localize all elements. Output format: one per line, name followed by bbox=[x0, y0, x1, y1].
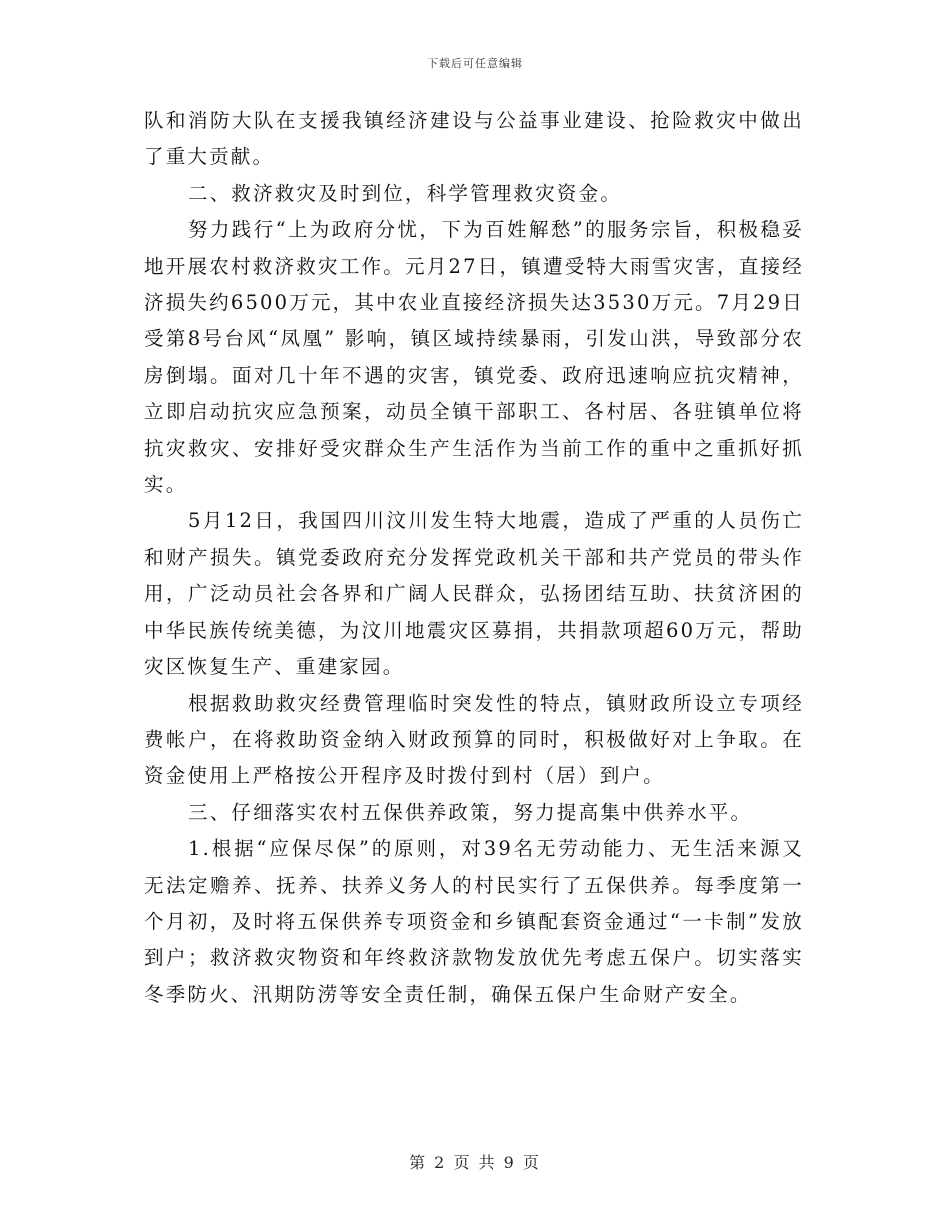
document-body bbox=[144, 103, 804, 1013]
section-heading-3: 三、仔细落实农村五保供养政策，努力提高集中供养水平。 bbox=[188, 800, 753, 824]
paragraph-continuation: 队和消防大队在支援我镇经济建设与公益事业建设、抢险救灾中做出了重大贡献。 bbox=[144, 109, 804, 169]
paragraph-relief-funds: 根据救助救灾经费管理临时突发性的特点，镇财政所设立专项经费帐户，在将救助资金纳入财政预算的同时，积极做好对上争取。在资金使用上严格按公开程序及时拨付到村（居）到户。 bbox=[144, 691, 804, 788]
paragraph-five-guarantees: 1.根据“应保尽保”的原则，对39名无劳动能力、无生活来源又无法定赡养、抚养、扶养义务人的村民实行了五保供养。每季度第一个月初，及时将五保供养专项资金和乡镇配套资金通过“一卡制”发放到户；救济救灾物资和年终救济款物发放优先考虑五保户。切实落实冬季防火、汛期防涝等安全责任制，确保五保户生命财产安全。 bbox=[144, 837, 804, 1006]
page-header: 下载后可任意编辑 bbox=[427, 57, 523, 70]
page-number: 第 2 页 共 9 页 bbox=[409, 1153, 541, 1172]
paragraph-earthquake-donation: 5月12日，我国四川汶川发生特大地震，造成了严重的人员伤亡和财产损失。镇党委政府充分发挥党政机关干部和共产党员的带头作用，广泛动员社会各界和广阔人民群众，弘扬团结互助、扶贫济困的中华民族传统美德，为汶川地震灾区募捐，共捐款项超60万元，帮助灾区恢复生产、重建家园。 bbox=[144, 509, 804, 679]
section-heading-2: 二、救济救灾及时到位，科学管理救灾资金。 bbox=[188, 181, 623, 205]
paragraph-disaster-relief: 努力践行“上为政府分忧，下为百姓解愁”的服务宗旨，积极稳妥地开展农村救济救灾工作。元月27日，镇遭受特大雨雪灾害，直接经济损失约6500万元，其中农业直接经济损失达3530万元。7月29日受第8号台风“凤凰” 影响，镇区域持续暴雨，引发山洪，导致部分农房倒塌。面对几十年不遇的灾害，镇党委、政府迅速响应抗灾精神，立即启动抗灾应急预案，动员全镇干部职工、各村居、各驻镇单位将抗灾救灾、安排好受灾群众生产生活作为当前工作的重中之重抓好抓实。 bbox=[144, 218, 804, 497]
